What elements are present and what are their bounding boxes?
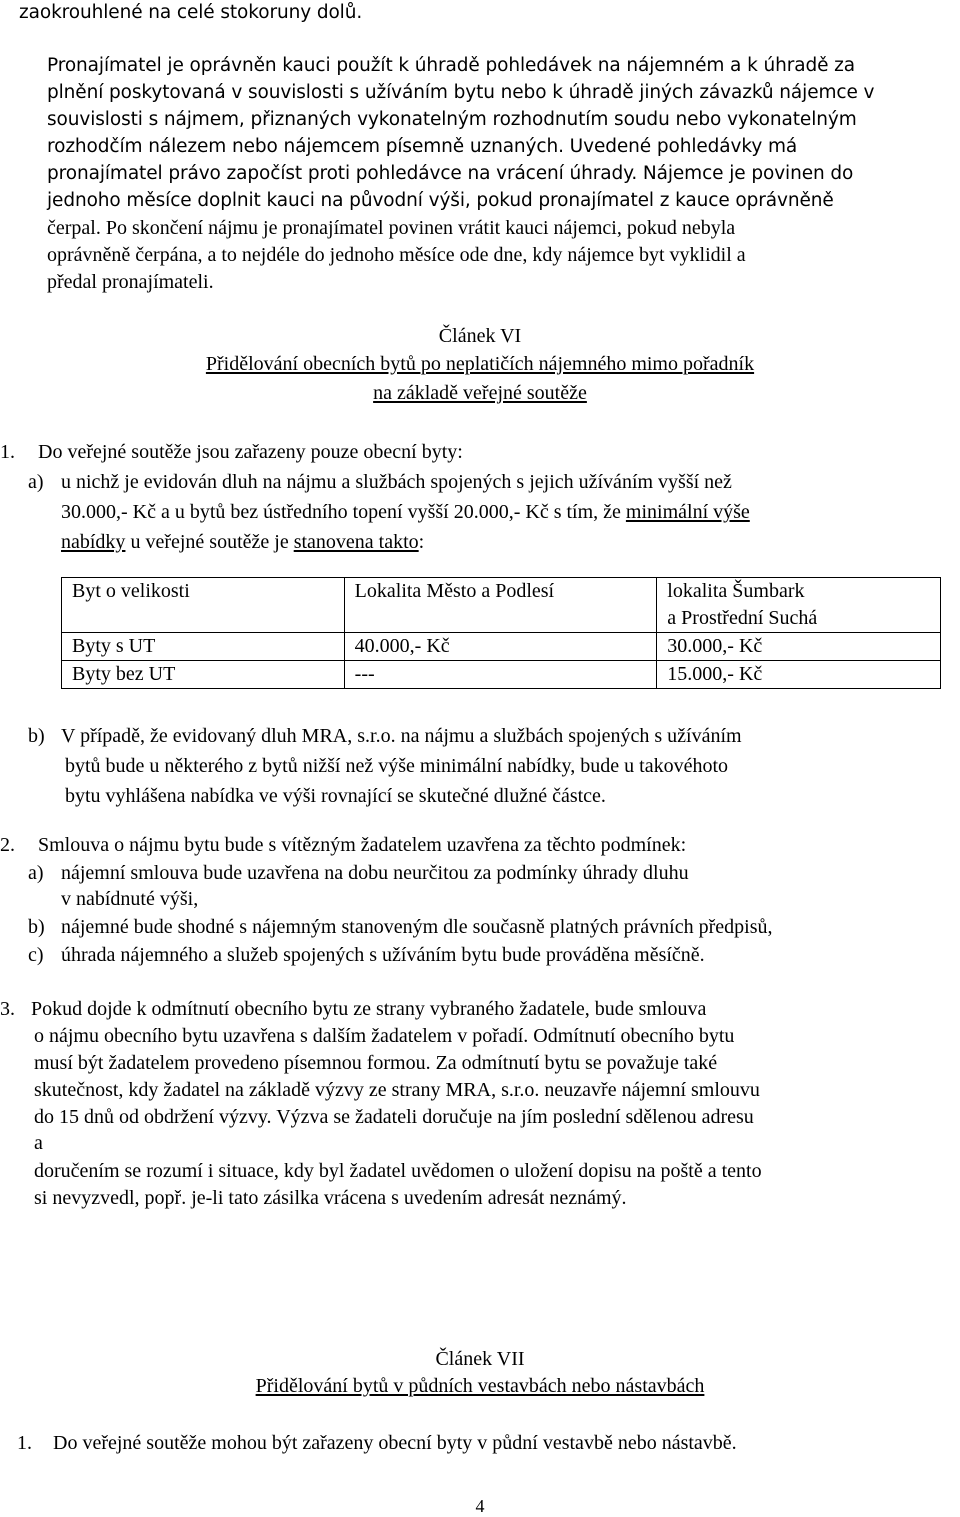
- item-text: do 15 dnů od obdržení výzvy. Výzva se žadateli doručuje na jím poslední sdělenou adresu: [34, 1106, 754, 1128]
- table-row: [62, 633, 941, 661]
- item-number: 1.: [0, 441, 15, 463]
- subitem-text: bytů bude u některého z bytů nižší než výše minimální nabídky, bude u takovéhoto: [65, 755, 728, 777]
- item-text: skutečnost, kdy žadatel na základě výzvy ze strany MRA, s.r.o. neuzavře nájemní smlouvu: [34, 1079, 760, 1101]
- item-text: Pokud dojde k odmítnutí obecního bytu ze strany vybraného žadatele, bude smlouva: [31, 998, 707, 1020]
- article-6-heading: Článek VI: [438, 325, 522, 347]
- item-number: 3.: [0, 998, 15, 1020]
- item-text: doručením se rozumí i situace, kdy byl žadatel uvědomen o uložení dopisu na poště a tento: [34, 1160, 762, 1182]
- item-text: Do veřejné soutěže jsou zařazeny pouze obecní byty:: [38, 441, 463, 463]
- subitem-label: c): [28, 944, 44, 966]
- article-7-title: Přidělování bytů v půdních vestavbách nebo nástavbách: [255, 1375, 705, 1397]
- table-cell: ---: [344, 661, 657, 689]
- table-cell: 40.000,- Kč: [344, 633, 657, 661]
- subitem-text: bytu vyhlášena nabídka ve výši rovnající se skutečné dlužné částce.: [65, 785, 606, 807]
- paragraph-line: souvislosti s nájmem, přiznaných vykonatelným rozhodnutím soudu nebo vykonatelným: [47, 109, 857, 130]
- paragraph-line: předal pronajímateli.: [47, 271, 214, 293]
- article-7-heading: Článek VII: [435, 1348, 525, 1370]
- subitem-text: nájemní smlouva bude uzavřena na dobu neurčitou za podmínky úhrady dluhu: [61, 862, 689, 884]
- intro-tail: zaokrouhlené na celé stokoruny dolů.: [19, 2, 363, 23]
- subitem-text: nabídky u veřejné soutěže je stanovena takto:: [61, 531, 425, 553]
- item-text: a: [34, 1132, 43, 1154]
- item-text: Do veřejné soutěže mohou být zařazeny obecní byty v půdní vestavbě nebo nástavbě.: [53, 1432, 737, 1454]
- subitem-label: a): [28, 471, 44, 493]
- article-6-title-cont: na základě veřejné soutěže: [373, 382, 587, 404]
- table-cell: Byt o velikosti: [62, 578, 345, 633]
- table-cell: Byty s UT: [62, 633, 345, 661]
- subitem-text: 30.000,- Kč a u bytů bez ústředního topení vyšší 20.000,- Kč s tím, že minimální výše: [61, 501, 750, 523]
- subitem-label: b): [28, 725, 45, 747]
- item-text: si nevyzvedl, popř. je-li tato zásilka vrácena s uvedením adresát neznámý.: [34, 1187, 627, 1209]
- item-number: 1.: [17, 1432, 32, 1454]
- item-text: Smlouva o nájmu bytu bude s vítězným žadatelem uzavřena za těchto podmínek:: [38, 834, 687, 856]
- table-row: [62, 661, 941, 689]
- item-text: musí být žadatelem provedeno písemnou formou. Za odmítnutí bytu se považuje také: [34, 1052, 718, 1074]
- table-cell: 30.000,- Kč: [657, 633, 941, 661]
- table-cell: 15.000,- Kč: [657, 661, 941, 689]
- paragraph-line: čerpal. Po skončení nájmu je pronajímatel povinen vrátit kauci nájemci, pokud nebyla: [47, 217, 736, 239]
- subitem-text: nájemné bude shodné s nájemným stanoveným dle současně platných právních předpisů,: [61, 916, 773, 938]
- subitem-text: u nichž je evidován dluh na nájmu a službách spojených s jejich užíváním vyšší než: [61, 471, 732, 493]
- minimum-offer-highlight: minimální výše: [625, 501, 750, 523]
- article-6-title: Přidělování obecních bytů po neplatičích nájemného mimo pořadník: [205, 353, 755, 375]
- paragraph-line: rozhodčím nálezem nebo nájemcem písemně uznaných. Uvedené pohledávky má: [47, 136, 798, 157]
- table-cell: Lokalita Město a Podlesí: [344, 578, 657, 633]
- subitem-label: a): [28, 862, 44, 884]
- table-cell: lokalita Šumbark a Prostřední Suchá: [657, 578, 941, 633]
- paragraph-line: plnění poskytovaná v souvislosti s užíváním bytu nebo k úhradě jiných závazků nájemce v: [47, 82, 875, 103]
- paragraph-line: pronajímatel právo započíst proti pohledávce na vrácení úhrady. Nájemce je povinen do: [47, 163, 854, 184]
- paragraph-line: Pronajímatel je oprávněn kauci použít k úhradě pohledávek na nájemném a k úhradě za: [47, 55, 856, 76]
- table-cell: Byty bez UT: [62, 661, 345, 689]
- item-number: 2.: [0, 834, 15, 856]
- subitem-text: V případě, že evidovaný dluh MRA, s.r.o. na nájmu a službách spojených s užíváním: [61, 725, 742, 747]
- page-number: 4: [475, 1496, 485, 1516]
- subitem-label: b): [28, 916, 45, 938]
- subitem-text: úhrada nájemného a služeb spojených s užíváním bytu bude prováděna měsíčně.: [61, 944, 705, 966]
- subitem-text: v nabídnuté výši,: [61, 888, 199, 910]
- minimum-offer-table: [61, 577, 941, 689]
- paragraph-line: oprávněně čerpána, a to nejdéle do jednoho měsíce ode dne, kdy nájemce byt vyklidil a: [47, 244, 746, 266]
- paragraph-line: jednoho měsíce doplnit kauci na původní výši, pokud pronajímatel z kauce oprávněně: [47, 190, 834, 211]
- table-header-row: [62, 578, 941, 633]
- item-text: o nájmu obecního bytu uzavřena s dalším žadatelem v pořadí. Odmítnutí obecního bytu: [34, 1025, 735, 1047]
